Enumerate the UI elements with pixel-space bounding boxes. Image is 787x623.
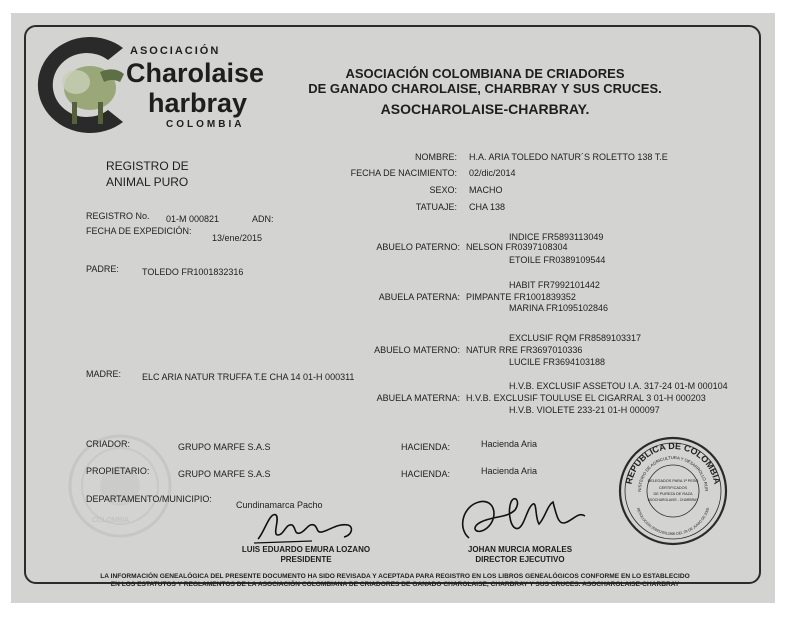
hacienda-label-1: HACIENDA: (401, 442, 451, 452)
official-stamp (617, 435, 729, 547)
madre-value: ELC ARIA NATUR TRUFFA T.E CHA 14 01-H 000311 (142, 372, 355, 382)
nacimiento-value: 02/dic/2014 (469, 168, 516, 178)
registro-title-2: ANIMAL PURO (106, 175, 189, 189)
nacimiento-label: FECHA DE NACIMIENTO: (350, 168, 457, 178)
propietario-value: GRUPO MARFE S.A.S (178, 469, 271, 479)
nombre-label: NOMBRE: (414, 152, 457, 162)
criador-label: CRIADOR: (86, 439, 131, 449)
abuela-materna-dam: H.V.B. VIOLETE 233-21 01-H 000097 (509, 405, 660, 415)
director-title: DIRECTOR EJECUTIVO (475, 555, 565, 564)
presidente-name: LUIS EDUARDO EMURA LOZANO (241, 545, 371, 554)
departamento-value: Cundinamarca Pacho (236, 500, 323, 510)
padre-value: TOLEDO FR1001832316 (142, 267, 244, 277)
presidente-signature (252, 505, 362, 547)
abuela-paterna-label: ABUELA PATERNA: (378, 292, 460, 302)
footer-line-1: LA INFORMACIÓN GENEALÓGICA DEL PRESENTE DOCUMENTO HA SIDO REVISADA Y ACEPTADA PARA REGISTRO EN LOS LIBROS GENEALÓGICOS CONFORME EN LO ESTABLECIDO (100, 573, 690, 580)
stamp-outer-text: REPUBLICA DE COLOMBIA (623, 440, 723, 486)
footer-line-2: EN LOS ESTATUTOS Y REGLAMENTOS DE LA ASOCIACIÓN COLOMBIANA DE CRIADORES DE GANADO CHAROLAISE, CHARBRAY Y SUS CRUCES. ASOCHAROLAISE-CHARBRAY (110, 581, 680, 588)
propietario-label: PROPIETARIO: (86, 466, 150, 476)
madre-label: MADRE: (86, 369, 122, 379)
padre-label: PADRE: (86, 264, 119, 274)
hacienda-value-1: Hacienda Aria (481, 439, 538, 449)
stamp-center-4: ASOCHAROLAISE - CHARBRAY (647, 498, 699, 502)
stamp-center-2: CERTIFICADOS (658, 486, 688, 490)
stamp-ring-text: NISTERIO DE AGRICULTURA Y DESARROLLO RUR (636, 454, 710, 492)
departamento-label: DEPARTAMENTO/MUNICIPIO: (86, 494, 212, 504)
header-line-1: ASOCIACIÓN COLOMBIANA DE CRIADORES (345, 66, 625, 81)
emboss-text: COLOMBIA (92, 517, 129, 524)
abuela-materna-sire: H.V.B. EXCLUSIF ASSETOU I.A. 317-24 01-M 000104 (509, 381, 728, 391)
stamp-center-1: DELEGADOS PARA 1ª PESO (647, 479, 699, 483)
registro-no-value: 01-M 000821 (166, 214, 220, 224)
presidente-title: PRESIDENTE (280, 555, 332, 564)
abuela-paterna-name: PIMPANTE FR1001839352 (466, 292, 576, 302)
stamp-bottom-text: RESOLUCIÓN 2009110012895 DEL 29 DE JUNIO DE 2009 (635, 507, 711, 537)
abuelo-materno-sire: EXCLUSIF RQM FR8589103317 (509, 333, 642, 343)
tatuaje-label: TATUAJE: (415, 202, 457, 212)
abuela-materna-label: ABUELA MATERNA: (376, 393, 460, 403)
tatuaje-value: CHA 138 (469, 202, 506, 212)
logo-charolaise: Charolaise (126, 58, 265, 88)
abuelo-paterno-sire: INDICE FR5893113049 (509, 232, 604, 242)
logo-asociacion: ASOCIACIÓN (130, 45, 221, 57)
adn-label: ADN: (252, 214, 274, 224)
fecha-expedicion-value: 13/ene/2015 (212, 233, 263, 243)
abuelo-paterno-label: ABUELO PATERNO: (376, 242, 460, 252)
abuelo-materno-dam: LUCILE FR3694103188 (509, 357, 606, 367)
header-line-2: DE GANADO CHAROLAISE, CHARBRAY Y SUS CRUCES. (308, 81, 662, 96)
director-name: JOHAN MURCIA MORALES (467, 545, 573, 554)
abuelo-materno-label: ABUELO MATERNO: (374, 345, 460, 355)
registro-no-label: REGISTRO No. (86, 211, 150, 221)
logo-colombia: COLOMBIA (166, 119, 245, 130)
abuela-paterna-dam: MARINA FR1095102846 (509, 303, 609, 313)
stamp-center-3: DE PUREZA DE RAZA (653, 492, 693, 496)
sexo-label: SEXO: (429, 185, 457, 195)
abuelo-materno-name: NATUR RRE FR3697010336 (466, 345, 583, 355)
registro-title-1: REGISTRO DE (106, 159, 189, 173)
director-signature (455, 488, 595, 548)
abuelo-paterno-name: NELSON FR0397108304 (466, 242, 568, 252)
abuela-paterna-sire: HABIT FR7992101442 (509, 280, 600, 290)
sexo-value: MACHO (469, 185, 503, 195)
header-line-3: ASOCHAROLAISE-CHARBRAY. (380, 101, 590, 117)
abuela-materna-name: H.V.B. EXCLUSIF TOULUSE EL CIGARRAL 3 01-H 000203 (466, 393, 706, 403)
logo-charbray: harbray (148, 88, 248, 118)
criador-value: GRUPO MARFE S.A.S (178, 442, 271, 452)
hacienda-label-2: HACIENDA: (401, 469, 451, 479)
abuelo-paterno-dam: ETOILE FR0389109544 (509, 255, 606, 265)
fecha-expedicion-label: FECHA DE EXPEDICIÓN: (86, 226, 192, 236)
nombre-value: H.A. ARIA TOLEDO NATUR´S ROLETTO 138 T.E (469, 152, 668, 162)
hacienda-value-2: Hacienda Aria (481, 466, 538, 476)
